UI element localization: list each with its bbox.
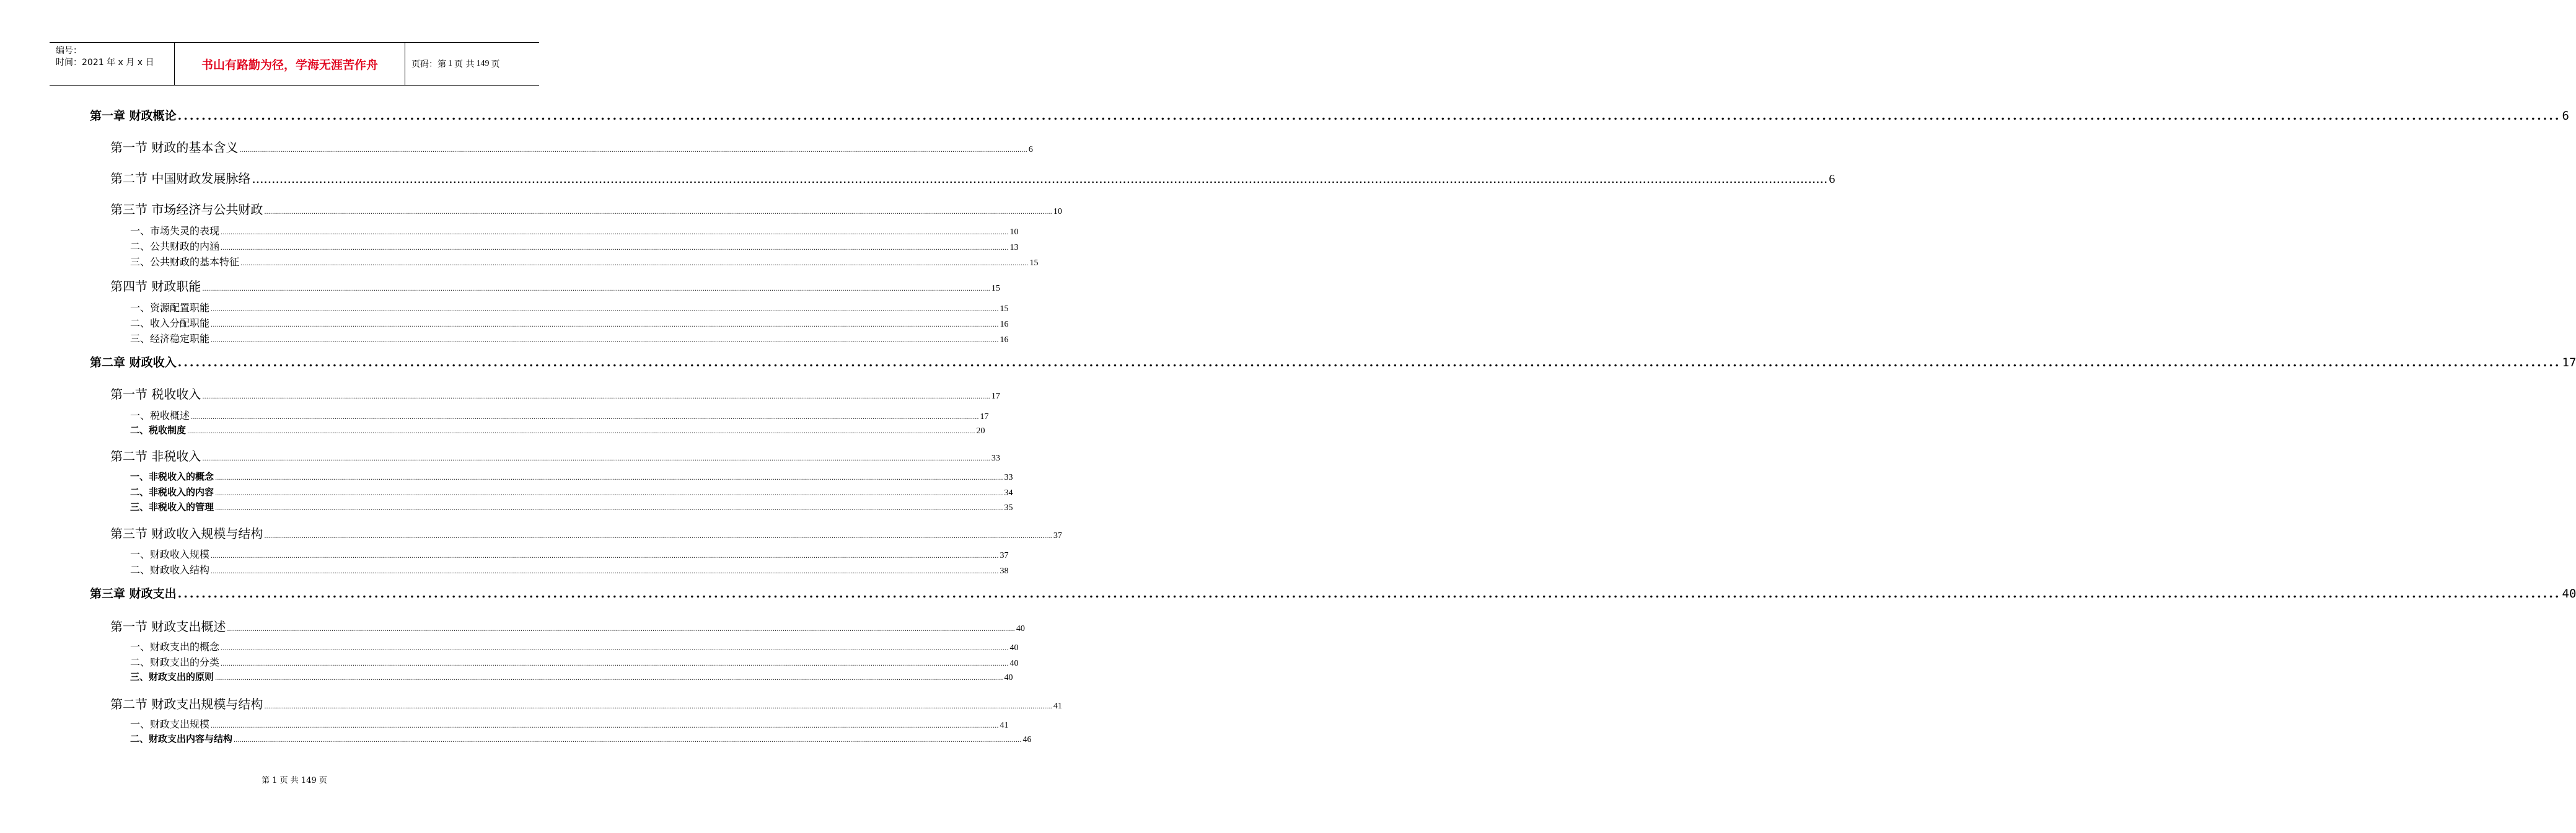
toc-entry-page: 41 [1053,702,1062,711]
toc-entry-title: 第三节 财政收入规模与结构 [110,526,263,541]
toc-entry-item[interactable] [130,485,1013,498]
toc-entry-title: 一、财政收入规模 [130,549,210,560]
toc-leader-dots: ................................................................................................................................................................................................................................................................................................................................................................................................................ [264,209,1052,216]
toc-leader-dots: ................................................................................................................................................................................................................................................................................................................................................................................................................ [215,675,1003,682]
toc-entry-page: 17 [980,412,989,421]
toc-entry-page: 40 [1016,624,1025,633]
toc-entry-chapter[interactable] [90,584,2576,601]
toc-entry-title: 三、经济稳定职能 [130,333,210,345]
toc-entry-page: 40 [1004,673,1013,682]
toc-entry-title: 第二节 财政支出规模与结构 [110,697,263,712]
toc-entry-item[interactable] [130,732,1032,745]
toc-entry-item[interactable] [130,223,1019,237]
toc-leader-dots: ................................................................................................................................................................................................................................................................................................................................................................................................................ [227,626,1015,633]
page-header [50,42,539,86]
toc-entry-item[interactable] [130,408,989,422]
toc-leader-dots: ................................................................................................................................................................................................................................................................................................................................................................................................................ [202,286,990,293]
toc-entry-page: 16 [1000,335,1009,345]
toc-leader-dots: ................................................................................................................................................................................................................................................................................................................................................................................................................ [187,428,975,435]
toc-entry-item[interactable] [130,300,1009,314]
toc-entry-page: 6 [1829,172,1835,186]
toc-leader-dots: ................................................................................................................................................................................................................................................................................................................................................................................................................ [211,322,999,328]
toc-leader-dots: ................................................................................................................................................................................................................................................................................................................................................................................................................ [264,703,1052,710]
toc-entry-page: 35 [1004,503,1013,513]
toc-entry-section[interactable] [110,200,1062,218]
toc-leader-dots: ................................................................................................................................................................................................................................................................................................................................................................................................................ [215,490,1003,497]
toc-entry-title: 第一节 财政支出概述 [110,619,226,634]
toc-leader-dots: ................................................................................................................................................................................................................................................................................................................................................................................................................ [215,505,1003,512]
toc-leader-dots: ................................................................................................................................................................................................................................................................................................................................................................................................................ [211,306,999,313]
header-page-info [405,43,539,85]
toc-entry-title: 第四节 财政职能 [110,279,201,294]
toc-entry-title: 二、财政支出的分类 [130,656,220,668]
toc-entry-title: 第二节 中国财政发展脉络 [110,171,251,186]
toc-leader-dots: ................................................................................................................................................................................................................................................................................................................................................................................................................ [239,147,1027,154]
toc-entry-item[interactable] [130,315,1009,330]
toc-leader-dots: ................................................................................................................................................................................................................................................................................................................................................................................................................ [211,337,999,344]
toc-leader-dots: ................................................................................................................................................................................................................................................................................................................................................................................................................ [211,723,999,729]
toc-entry-section[interactable] [110,138,1033,156]
toc-entry-title: 第二节 非税收入 [110,449,201,464]
toc-entry-title: 第三章 财政支出 [90,587,177,601]
toc-entry-section[interactable] [110,694,1062,712]
toc-entry-item[interactable] [130,654,1019,669]
toc-entry-title: 第三节 市场经济与公共财政 [110,202,263,217]
toc-entry-item[interactable] [130,562,1009,576]
toc-entry-title: 第一节 财政的基本含义 [110,140,239,155]
page-total: 149 [476,59,490,68]
page-prefix: 页码：第 [411,60,446,69]
toc-entry-item[interactable] [130,331,1009,345]
toc-entry-title: 三、财政支出的原则 [130,671,214,682]
toc-leader-dots: ................................................................................................................................................................................................................................................................................................................................................................................................................ [264,533,1052,540]
toc-entry-title: 二、税收制度 [130,425,187,436]
toc-entry-item[interactable] [130,547,1009,561]
toc-leader-dots: ................................................................................................................................................................................................................................................................................................................................................................................................................ [177,587,2561,601]
toc-entry-item[interactable] [130,254,1039,268]
toc-entry-page: 16 [1000,320,1009,329]
toc-entry-item[interactable] [130,239,1019,253]
toc-entry-title: 一、财政支出的概念 [130,641,220,653]
toc-leader-dots: ................................................................................................................................................................................................................................................................................................................................................................................................................ [202,394,990,400]
toc-entry-title: 第二章 财政收入 [90,356,177,369]
page-mid: 页 共 [454,60,475,69]
toc-entry-page: 34 [1004,488,1013,498]
page-suffix: 页 [491,60,500,69]
toc-entry-section[interactable] [110,276,1000,294]
toc-entry-page: 13 [1009,243,1019,252]
toc-entry-item[interactable] [130,423,985,436]
toc-leader-dots: ................................................................................................................................................................................................................................................................................................................................................................................................................ [221,229,1009,236]
toc-leader-dots: ................................................................................................................................................................................................................................................................................................................................................................................................................ [211,568,999,575]
toc-entry-title: 第一章 财政概论 [90,109,177,123]
toc-entry-section[interactable] [110,169,1835,187]
toc-entry-page: 33 [991,454,1000,463]
toc-entry-title: 三、公共财政的基本特征 [130,256,240,268]
toc-entry-title: 一、非税收入的概念 [130,471,214,482]
toc-entry-chapter[interactable] [90,353,2576,370]
toc-entry-title: 二、财政收入结构 [130,564,210,576]
toc-entry-title: 二、财政支出内容与结构 [130,733,233,744]
toc-entry-title: 一、税收概述 [130,410,190,421]
toc-entry-page: 37 [1000,551,1009,560]
toc-entry-page: 6 [2562,109,2569,123]
toc-entry-page: 37 [1053,531,1062,540]
toc-entry-page: 15 [1000,304,1009,314]
toc-entry-item[interactable] [130,639,1019,653]
toc-entry-section[interactable] [110,524,1062,542]
toc-entry-page: 10 [1009,227,1019,237]
toc-entry-page: 20 [976,426,985,436]
toc-leader-dots: ................................................................................................................................................................................................................................................................................................................................................................................................................ [252,171,1828,186]
toc-entry-section[interactable] [110,384,1000,402]
toc-entry-page: 41 [1000,721,1009,730]
toc-entry-page: 40 [1009,643,1019,653]
toc-entry-section[interactable] [110,617,1025,635]
toc-entry-item[interactable] [130,716,1009,731]
toc-entry-title: 一、资源配置职能 [130,302,210,314]
toc-leader-dots: ................................................................................................................................................................................................................................................................................................................................................................................................................ [191,414,979,421]
toc-leader-dots: ................................................................................................................................................................................................................................................................................................................................................................................................................ [177,109,2561,123]
page-current: 1 [448,59,452,68]
toc-leader-dots: ................................................................................................................................................................................................................................................................................................................................................................................................................ [215,475,1003,482]
number-label: 编号： [56,46,82,56]
toc-entry-page: 40 [1009,659,1019,668]
toc-entry-chapter[interactable] [90,107,2569,123]
time-label: 时间：2021 年 x 月 x 日 [56,58,154,68]
toc-entry-title: 一、市场失灵的表现 [130,225,220,237]
toc-entry-title: 一、财政支出规模 [130,718,210,730]
toc-entry-page: 10 [1053,207,1062,216]
toc-entry-page: 17 [2562,356,2576,369]
toc-leader-dots: ................................................................................................................................................................................................................................................................................................................................................................................................................ [221,645,1009,652]
toc-entry-page: 33 [1004,473,1013,482]
toc-entry-page: 38 [1000,566,1009,576]
toc-entry-title: 二、收入分配职能 [130,317,210,329]
toc-entry-item[interactable] [130,470,1013,483]
toc-entry-page: 46 [1022,735,1032,744]
header-meta [50,43,175,85]
toc-entry-page: 15 [991,284,1000,293]
toc-leader-dots: ................................................................................................................................................................................................................................................................................................................................................................................................................ [234,737,1022,744]
toc-leader-dots: ................................................................................................................................................................................................................................................................................................................................................................................................................ [221,661,1009,668]
toc-leader-dots: ................................................................................................................................................................................................................................................................................................................................................................................................................ [177,356,2561,369]
toc-leader-dots: ................................................................................................................................................................................................................................................................................................................................................................................................................ [221,245,1009,252]
toc-leader-dots: ................................................................................................................................................................................................................................................................................................................................................................................................................ [211,553,999,560]
toc-entry-section[interactable] [110,446,1000,464]
toc-entry-item[interactable] [130,500,1013,513]
toc-entry-page: 15 [1029,258,1039,268]
toc-entry-title: 二、非税收入的内容 [130,487,214,498]
toc-entry-item[interactable] [130,670,1013,683]
toc-entry-page: 17 [991,392,1000,401]
toc-entry-title: 三、非税收入的管理 [130,501,214,513]
toc-entry-title: 二、公共财政的内涵 [130,240,220,252]
toc-leader-dots: ................................................................................................................................................................................................................................................................................................................................................................................................................ [240,260,1029,267]
toc-leader-dots: ................................................................................................................................................................................................................................................................................................................................................................................................................ [202,456,990,462]
page-footer: 第 1 页 共 149 页 [262,776,327,785]
toc-entry-page: 40 [2562,587,2576,601]
toc-entry-title: 第一节 税收收入 [110,387,201,402]
toc-entry-page: 6 [1028,145,1033,154]
header-motto: 书山有路勤为径，学海无涯苦作舟 [175,43,405,85]
